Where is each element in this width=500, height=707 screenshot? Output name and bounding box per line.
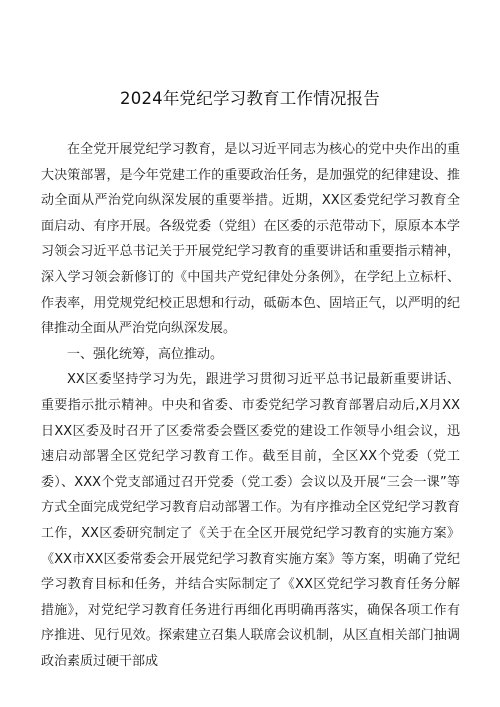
section-1-paragraph: XX区委坚持学习为先，跟进学习贯彻习近平总书记最新重要讲话、重要指示批示精神。中央和省委、市委党纪学习教育部署启动后,X月XX日XX区委及时召开了区委常委会暨区委党的建设工作领导小组会议，迅速启动部署全区党纪学习教育工作。截至目前，全区XX个党委（党工委）、XXX个党支部通过召开党委（党工委）会议以及开展“三会一课”等方式全面完成党纪学习教育启动部署工作。为有序推动全区党纪学习教育工作，XX区委研究制定了《关于在全区开展党纪学习教育的实施方案》《XX市XX区委常委会开展党纪学习教育实施方案》等方案，明确了党纪学习教育目标和任务，并结合实际制定了《XX区党纪学习教育任务分解措施》，对党纪学习教育任务进行再细化再明确再落实，确保各项工作有序推进、见行见效。探索建立召集人联席会议机制，从区直相关部门抽调政治素质过硬干部成 <box>41 372 460 669</box>
document-title: 2024年党纪学习教育工作情况报告 <box>120 89 380 108</box>
section-heading-1: 一、强化统筹，高位推动。 <box>67 346 224 362</box>
document-body <box>41 137 460 674</box>
intro-paragraph: 在全党开展党纪学习教育，是以习近平同志为核心的党中央作出的重大决策部署，是今年党建工作的重要政治任务，是加强党的纪律建设、推动全面从严治党向纵深发展的重要举措。近期，XX区委党纪学习教育全面启动、有序开展。各级党委（党组）在区委的示范带动下，原原本本学习领会习近平总书记关于开展党纪学习教育的重要讲话和重要指示精神，深入学习领会新修订的《中国共产党纪律处分条例》，在学纪上立标杆、作表率，用党规党纪校正思想和行动，砥砺本色、固培正气，以严明的纪律推动全面从严治党向纵深发展。 <box>41 142 460 337</box>
